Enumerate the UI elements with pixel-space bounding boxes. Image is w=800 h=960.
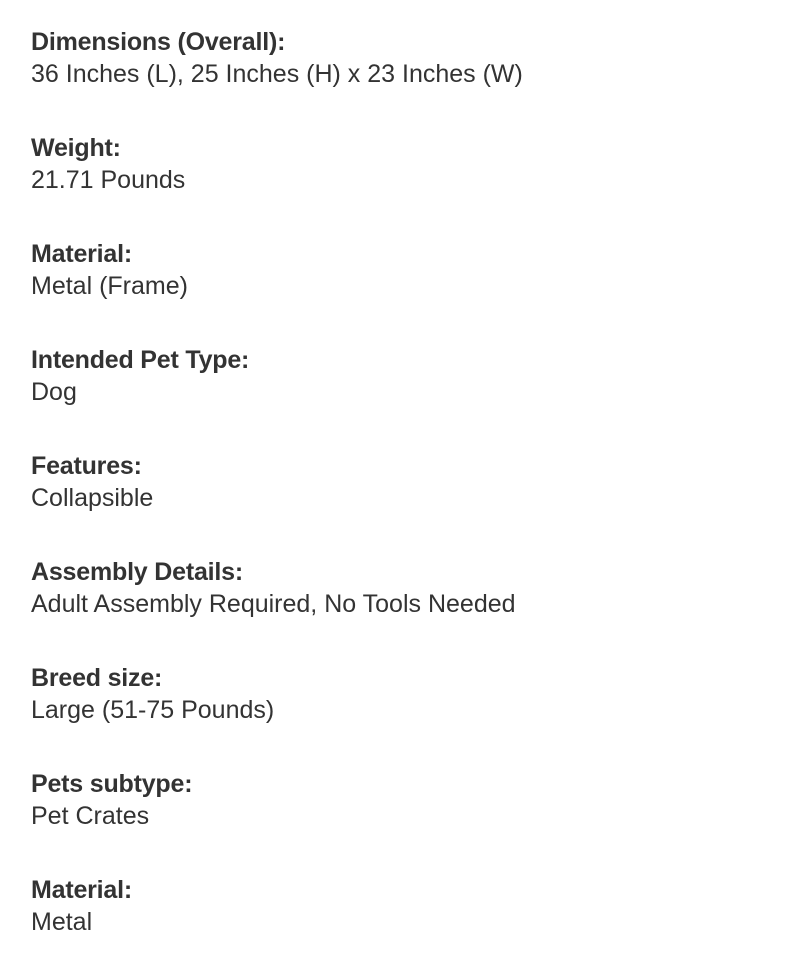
- spec-item-features: [31, 450, 771, 514]
- spec-value: Adult Assembly Required, No Tools Needed: [31, 590, 516, 618]
- spec-value: 21.71 Pounds: [31, 166, 186, 194]
- spec-item-material: [31, 874, 771, 938]
- spec-value: 36 Inches (L), 25 Inches (H) x 23 Inches (W): [31, 60, 523, 88]
- spec-label: Assembly Details:: [31, 558, 243, 586]
- spec-item-pets-subtype: [31, 768, 771, 832]
- spec-item-weight: [31, 132, 771, 196]
- spec-item-dimensions: [31, 26, 771, 90]
- spec-label: Intended Pet Type:: [31, 346, 250, 374]
- spec-label: Weight:: [31, 134, 121, 162]
- spec-value: Large (51-75 Pounds): [31, 696, 275, 724]
- spec-label: Material:: [31, 240, 133, 268]
- spec-label: Pets subtype:: [31, 770, 193, 798]
- spec-label: Breed size:: [31, 664, 163, 692]
- spec-item-assembly-details: [31, 556, 771, 620]
- spec-item-intended-pet-type: [31, 344, 771, 408]
- spec-label: Dimensions (Overall):: [31, 28, 286, 56]
- spec-value: Pet Crates: [31, 802, 150, 830]
- spec-item-breed-size: [31, 662, 771, 726]
- spec-value: Metal: [31, 908, 93, 936]
- spec-label: Features:: [31, 452, 142, 480]
- spec-value: Metal (Frame): [31, 272, 188, 300]
- spec-item-material-frame: [31, 238, 771, 302]
- spec-value: Dog: [31, 378, 77, 406]
- spec-value: Collapsible: [31, 484, 154, 512]
- spec-label: Material:: [31, 876, 133, 904]
